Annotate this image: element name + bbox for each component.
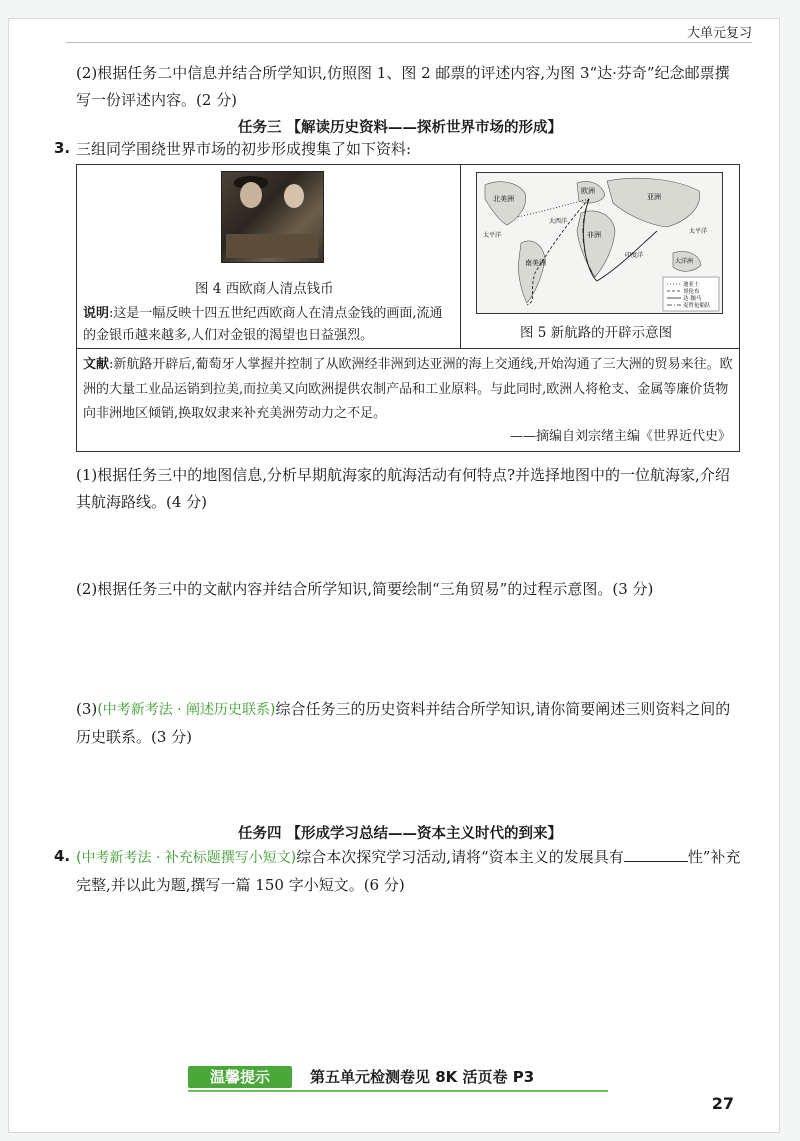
doc-label: 文献 — [83, 357, 110, 372]
header-divider — [66, 42, 752, 43]
q4-tag: (中考新考法 · 补充标题撰写小短文) — [76, 850, 297, 866]
task3-title: 任务三 【解读历史资料——探析世界市场的形成】 — [237, 120, 563, 136]
legend-columbus: 哥伦布 — [683, 289, 700, 295]
q3-part1: (1)根据任务三中的地图信息,分析早期航海家的航海活动有何特点?并选择地图中的一位航海家,介绍其航海路线。(4 分) — [76, 466, 730, 511]
q4-text-b: 性”补充完整,并以此为题,撰写一篇 150 字小短文。(6 分) — [76, 848, 741, 894]
map-graphic — [477, 173, 722, 313]
q4-text-a: 综合本次探究学习活动,请将“资本主义的发展具有 — [296, 848, 624, 866]
tip-badge: 温馨提示 — [188, 1066, 292, 1088]
q4-text — [76, 844, 742, 899]
new-routes-map — [476, 172, 723, 314]
fig4-caption: 图 4 西欧商人清点钱币 — [195, 281, 334, 297]
label-south-america: 南美洲 — [525, 259, 546, 267]
label-north-america: 北美洲 — [493, 195, 514, 203]
document-excerpt — [83, 353, 735, 427]
tip-underline — [188, 1090, 608, 1092]
q3-part3-tag: (中考新考法 · 阐述历史联系) — [97, 702, 276, 718]
page-number: 27 — [711, 1094, 734, 1113]
legend-gama: 达·伽马 — [683, 296, 702, 302]
materials-horizontal-divider — [77, 348, 739, 349]
materials-vertical-divider — [460, 165, 461, 348]
fig4-note — [83, 303, 455, 347]
q3-number: 3. — [54, 139, 71, 157]
doc-text: :新航路开辟后,葡萄牙人掌握并控制了从欧洲经非洲到达亚洲的海上交通线,开始沟通了三大洲的贸易来往。欧洲的大量工业品运销到拉美,而拉美又向欧洲提供农制产品和工业原料。与此同时,欧洲人将枪支、金属等廉价货物向非洲地区倾销,换取奴隶来补充美洲劳动力之不足。 — [83, 357, 733, 421]
section-header: 大单元复习 — [686, 26, 752, 41]
label-atlantic: 大西洋 — [549, 218, 568, 225]
task4-title: 任务四 【形成学习总结——资本主义时代的到来】 — [237, 826, 563, 842]
label-africa: 非洲 — [587, 231, 601, 239]
merchant-painting-image — [221, 171, 324, 263]
legend-dias: 迪亚士 — [683, 282, 700, 288]
q4-number: 4. — [54, 847, 71, 865]
q3-intro: 三组同学围绕世界市场的初步形成搜集了如下资料: — [76, 140, 412, 158]
label-oceania: 大洋洲 — [675, 258, 694, 265]
label-europe: 欧洲 — [581, 187, 595, 195]
q2-part2-text: (2)根据任务二中信息并结合所学知识,仿照图 1、图 2 邮票的评述内容,为图 3“达·芬奇”纪念邮票撰写一份评述内容。(2 分) — [76, 64, 730, 109]
label-asia: 亚洲 — [647, 193, 661, 201]
tip-text: 第五单元检测卷见 8K 活页卷 P3 — [310, 1068, 535, 1086]
label-indian: 印度洋 — [625, 252, 644, 259]
q3-part3-text: 综合任务三的历史资料并结合所学知识,请你简要阐述三则资料之间的历史联系。(3 分) — [76, 700, 731, 746]
note-text: :这是一幅反映十四五世纪西欧商人在清点金钱的画面,流通的金银币越来越多,人们对金银的渴望也日益强烈。 — [83, 306, 443, 343]
q3-part2: (2)根据任务三中的文献内容并结合所学知识,简要绘制“三角贸易”的过程示意图。(3 分) — [76, 580, 654, 598]
doc-citation: ——摘编自刘宗绪主编《世界近代史》 — [509, 429, 731, 444]
fig5-caption: 图 5 新航路的开辟示意图 — [520, 325, 673, 341]
q4-answer-blank[interactable] — [624, 847, 688, 862]
label-pacific-east: 太平洋 — [689, 228, 708, 235]
note-label: 说明 — [83, 306, 110, 321]
q3-part3-prefix: (3) — [76, 700, 98, 718]
legend-magellan: 麦哲伦船队 — [683, 303, 711, 309]
label-pacific-west: 太平洋 — [483, 232, 502, 239]
q3-part3 — [76, 696, 742, 751]
